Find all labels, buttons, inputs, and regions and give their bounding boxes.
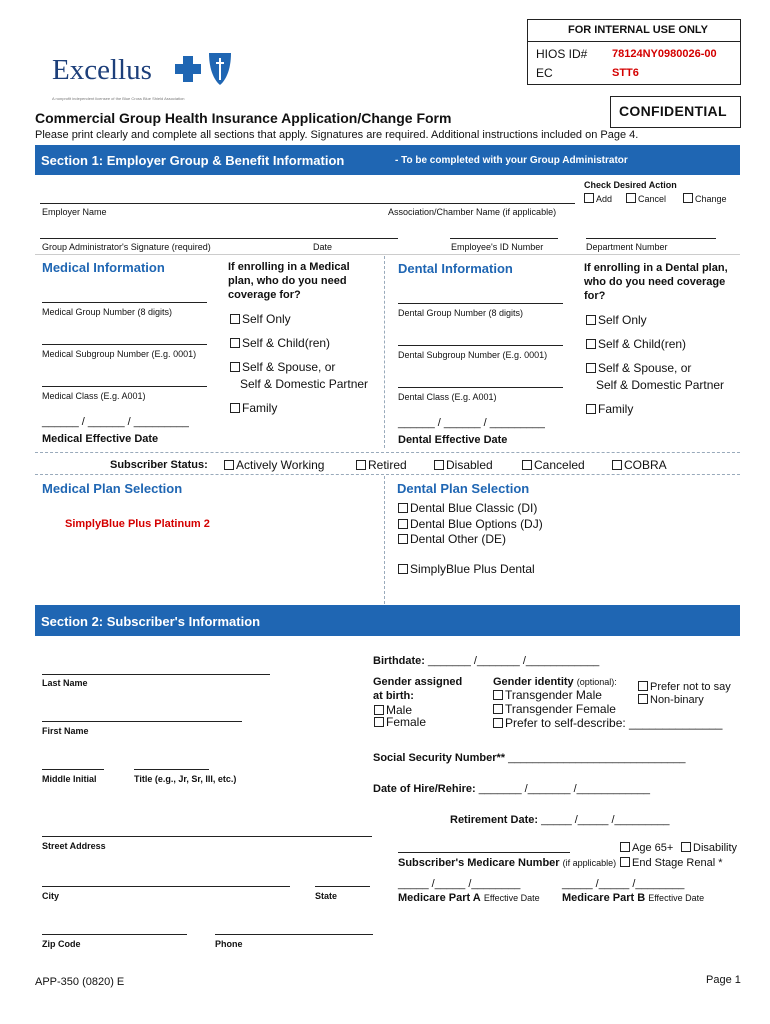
dental-question: If enrolling in a Dental plan, who do you need coverage for?: [584, 262, 728, 302]
medical-opt-child[interactable]: Self & Child(ren): [230, 336, 330, 350]
checkbox[interactable]: [493, 718, 503, 728]
internal-use-box: [527, 19, 741, 85]
cancel-checkbox[interactable]: [626, 193, 636, 203]
bcbs-icon: [173, 50, 237, 90]
status-canceled[interactable]: Canceled: [522, 458, 585, 472]
dental-group-number-field[interactable]: [398, 303, 563, 304]
checkbox[interactable]: [356, 460, 366, 470]
street-address-label: Street Address: [42, 841, 106, 851]
medical-opt-family[interactable]: Family: [230, 401, 277, 415]
checkbox[interactable]: [493, 690, 503, 700]
ec-label: EC: [536, 66, 553, 80]
dental-subgroup-label: Dental Subgroup Number (E.g. 0001): [398, 350, 548, 360]
last-name-label: Last Name: [42, 678, 88, 688]
retirement-field[interactable]: _____ /_____ /_________: [541, 814, 670, 826]
city-label: City: [42, 891, 60, 901]
medical-class-field[interactable]: [42, 386, 207, 387]
part-b-field[interactable]: _____ /_____ /________: [562, 878, 685, 890]
column-divider: [384, 476, 385, 604]
identity-transgender-female[interactable]: Transgender Female: [493, 702, 616, 716]
checkbox[interactable]: [398, 503, 408, 513]
hios-value: 78124NY0980026-00: [612, 48, 717, 60]
medicare-esrd[interactable]: End Stage Renal *: [620, 857, 723, 869]
dental-opt-partner: Self & Domestic Partner: [596, 378, 725, 392]
ssn-field[interactable]: _____________________________: [508, 752, 686, 764]
logo-tagline: A nonprofit independent licensee of the Blue Cross Blue Shield Association: [52, 96, 185, 101]
dental-plan-heading: Dental Plan Selection: [397, 481, 530, 496]
checkbox[interactable]: [586, 363, 596, 373]
checkbox[interactable]: [230, 314, 240, 324]
admin-signature-field[interactable]: [40, 238, 398, 239]
dental-opt-family[interactable]: Family: [586, 402, 633, 416]
part-a-field[interactable]: _____ /_____ /________: [398, 878, 521, 890]
employer-name-label: Employer Name: [42, 207, 107, 217]
dental-heading: Dental Information: [398, 261, 513, 276]
add-checkbox[interactable]: [584, 193, 594, 203]
column-divider: [384, 256, 385, 448]
title-label: Title (e.g., Jr, Sr, III, etc.): [134, 774, 237, 784]
form-title: Commercial Group Health Insurance Application/Change Form: [35, 110, 452, 126]
divider: [35, 254, 740, 255]
checkbox[interactable]: [638, 681, 648, 691]
gender-female[interactable]: Female: [374, 715, 426, 729]
dental-class-field[interactable]: [398, 387, 563, 388]
identity-non-binary[interactable]: Non-binary: [638, 694, 704, 706]
medicare-number-field[interactable]: [398, 852, 570, 853]
checkbox[interactable]: [681, 842, 691, 852]
state-field[interactable]: [315, 886, 370, 887]
medical-group-number-field[interactable]: [42, 302, 207, 303]
excellus-logo: [50, 46, 240, 106]
checkbox[interactable]: [398, 534, 408, 544]
hire-row[interactable]: [373, 783, 650, 795]
first-name-label: First Name: [42, 726, 89, 736]
ssn-label: Social Security Number**: [373, 752, 506, 764]
dashed-divider: [35, 452, 740, 453]
confidential-label: CONFIDENTIAL: [619, 103, 727, 119]
medical-class-label: Medical Class (E.g. A001): [42, 391, 146, 401]
title-field[interactable]: [134, 769, 209, 770]
checkbox[interactable]: [638, 694, 648, 704]
retirement-label: Retirement Date:: [450, 814, 539, 826]
logo-wordmark: Excellus: [52, 54, 152, 86]
checkbox[interactable]: [230, 403, 240, 413]
hios-label: HIOS ID#: [536, 47, 588, 61]
hire-label: Date of Hire/Rehire:: [373, 783, 476, 795]
section1-subtitle: - To be completed with your Group Administrator: [395, 155, 628, 166]
dental-plan-options[interactable]: Dental Blue Options (DJ): [398, 517, 543, 531]
checkbox[interactable]: [586, 339, 596, 349]
medical-group-number-label: Medical Group Number (8 digits): [42, 307, 173, 317]
admin-signature-label: Group Administrator's Signature (required): [42, 242, 211, 252]
checkbox[interactable]: [612, 460, 622, 470]
medical-effective-date-label: Medical Effective Date: [42, 433, 159, 445]
gender-male[interactable]: Male: [374, 703, 412, 717]
checkbox[interactable]: [522, 460, 532, 470]
ssn-row[interactable]: [373, 752, 686, 764]
city-field[interactable]: [42, 886, 290, 887]
section1-title: Section 1: Employer Group & Benefit Information: [41, 153, 345, 168]
medical-subgroup-label: Medical Subgroup Number (E.g. 0001): [42, 349, 197, 359]
page-number: Page 1: [706, 974, 741, 986]
checkbox[interactable]: [398, 564, 408, 574]
status-disabled[interactable]: Disabled: [434, 458, 493, 472]
association-label: Association/Chamber Name (if applicable): [388, 207, 557, 217]
section1-bar: [35, 145, 740, 175]
dental-effective-date-field[interactable]: ______ / ______ / _________: [398, 417, 545, 429]
medical-effective-date-field[interactable]: ______ / ______ / _________: [42, 416, 189, 428]
medicare-age65[interactable]: Age 65+: [620, 842, 673, 854]
state-label: State: [315, 891, 338, 901]
check-action-label: Check Desired Action: [584, 180, 677, 190]
section2-title: Section 2: Subscriber's Information: [41, 614, 261, 629]
checkbox[interactable]: [434, 460, 444, 470]
checkbox[interactable]: [586, 315, 596, 325]
birthdate-label: Birthdate:: [373, 655, 425, 667]
checkbox[interactable]: [620, 842, 630, 852]
street-address-field[interactable]: [42, 836, 372, 837]
checkbox[interactable]: [224, 460, 234, 470]
action-change[interactable]: Change: [683, 193, 727, 204]
dental-opt-self[interactable]: Self Only: [586, 313, 647, 327]
dental-plan-classic[interactable]: Dental Blue Classic (DI): [398, 501, 537, 515]
hire-field[interactable]: _______ /_______ /____________: [478, 783, 651, 795]
department-field[interactable]: [586, 238, 716, 239]
employee-id-label: Employee's ID Number: [451, 242, 544, 252]
checkbox[interactable]: [620, 857, 630, 867]
gender-identity-label: Gender identity (optional):: [493, 676, 617, 688]
employee-id-field[interactable]: [450, 238, 558, 239]
internal-use-title: FOR INTERNAL USE ONLY: [568, 24, 708, 36]
medicare-number-label: Subscriber's Medicare Number (if applicable): [398, 857, 617, 869]
dental-effective-date-label: Dental Effective Date: [398, 434, 508, 446]
phone-field[interactable]: [215, 934, 373, 935]
middle-initial-field[interactable]: [42, 769, 104, 770]
phone-label: Phone: [215, 939, 243, 949]
checkbox[interactable]: [586, 404, 596, 414]
medical-subgroup-field[interactable]: [42, 344, 207, 345]
medical-plan-heading: Medical Plan Selection: [42, 481, 183, 496]
gender-assigned-label-2: at birth:: [373, 690, 414, 702]
medicare-disability[interactable]: Disability: [681, 842, 737, 854]
department-label: Department Number: [586, 242, 668, 252]
checkbox[interactable]: [230, 338, 240, 348]
birthdate-field[interactable]: _______ /_______ /____________: [428, 655, 600, 667]
dental-plan-other[interactable]: Dental Other (DE): [398, 532, 506, 546]
form-code: APP-350 (0820) E: [35, 976, 125, 988]
action-cancel[interactable]: Cancel: [626, 193, 666, 204]
medical-plan-value: SimplyBlue Plus Platinum 2: [65, 518, 210, 530]
gender-assigned-label: Gender assigned: [373, 676, 463, 688]
identity-transgender-male[interactable]: Transgender Male: [493, 688, 602, 702]
zip-code-field[interactable]: [42, 934, 187, 935]
checkbox[interactable]: [230, 362, 240, 372]
middle-initial-label: Middle Initial: [42, 774, 97, 784]
ec-value: STT6: [612, 67, 639, 79]
birthdate-row[interactable]: [373, 655, 599, 667]
date-label: Date: [313, 242, 333, 252]
employer-name-field[interactable]: [40, 203, 575, 204]
action-add[interactable]: Add: [584, 193, 612, 204]
checkbox[interactable]: [374, 705, 384, 715]
dental-class-label: Dental Class (E.g. A001): [398, 392, 497, 402]
identity-prefer-not[interactable]: Prefer not to say: [638, 681, 731, 693]
subscriber-status-label: Subscriber Status:: [110, 459, 208, 471]
dashed-divider: [35, 474, 740, 475]
identity-self-describe[interactable]: Prefer to self-describe: ______________: [493, 716, 722, 730]
medical-opt-partner: Self & Domestic Partner: [240, 377, 369, 391]
last-name-field[interactable]: [42, 674, 270, 675]
medical-opt-self[interactable]: Self Only: [230, 312, 291, 326]
medical-opt-spouse[interactable]: Self & Spouse, or: [230, 360, 335, 374]
retirement-row[interactable]: [450, 814, 670, 826]
medical-question: If enrolling in a Medical plan, who do you need coverage for?: [228, 261, 350, 301]
first-name-field[interactable]: [42, 721, 242, 722]
instructions: Please print clearly and complete all sections that apply. Signatures are required. Additional instructions included on Page 4.: [35, 129, 639, 141]
zip-code-label: Zip Code: [42, 939, 81, 949]
status-retired[interactable]: Retired: [356, 458, 407, 472]
status-cobra[interactable]: COBRA: [612, 458, 667, 472]
status-active[interactable]: Actively Working: [224, 458, 324, 472]
checkbox[interactable]: [374, 717, 384, 727]
checkbox[interactable]: [493, 704, 503, 714]
medical-heading: Medical Information: [42, 260, 165, 275]
dental-group-number-label: Dental Group Number (8 digits): [398, 308, 524, 318]
dental-opt-child[interactable]: Self & Child(ren): [586, 337, 686, 351]
section2-bar: [35, 605, 740, 636]
dental-subgroup-field[interactable]: [398, 345, 563, 346]
checkbox[interactable]: [398, 519, 408, 529]
part-a-label: Medicare Part A Effective Date: [398, 892, 540, 904]
dental-opt-spouse[interactable]: Self & Spouse, or: [586, 361, 691, 375]
change-checkbox[interactable]: [683, 193, 693, 203]
dental-plan-simply[interactable]: SimplyBlue Plus Dental: [398, 562, 535, 576]
part-b-label: Medicare Part B Effective Date: [562, 892, 705, 904]
